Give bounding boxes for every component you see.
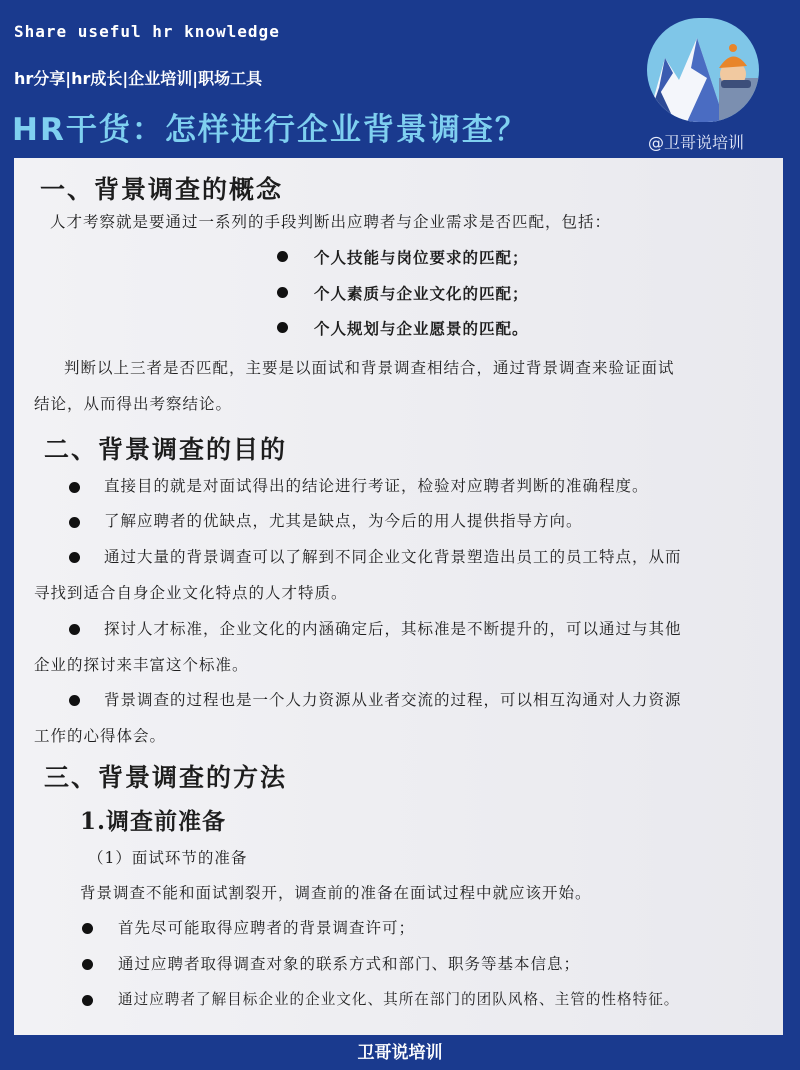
paragraph: 背景调查不能和面试割裂开，调查前的准备在面试过程中就应该开始。 <box>80 884 592 902</box>
list-item: 个人规划与企业愿景的匹配。 <box>314 319 529 338</box>
category-list: hr分享|hr成长|企业培训|职场工具 <box>14 69 263 88</box>
list-item: 个人技能与岗位要求的匹配； <box>314 248 529 267</box>
bullet-icon <box>69 517 80 528</box>
list-item: 直接目的就是对面试得出的结论进行考证，检验对应聘者判断的准确程度。 <box>104 477 649 495</box>
list-item-continued: 企业的探讨来丰富这个标准。 <box>34 656 249 674</box>
list-item: 个人素质与企业文化的匹配； <box>314 284 529 303</box>
header <box>0 0 800 160</box>
content-card <box>14 158 783 1035</box>
list-item: 通过应聘者取得调查对象的联系方式和部门、职务等基本信息； <box>118 955 581 973</box>
bullet-icon <box>69 695 80 706</box>
list-item: 背景调查的过程也是一个人力资源从业者交流的过程，可以相互沟通对人力资源 <box>104 691 682 709</box>
bullet-icon <box>69 552 80 563</box>
list-item: 通过大量的背景调查可以了解到不同企业文化背景塑造出员工的员工特点，从而 <box>104 548 682 566</box>
bullet-icon <box>277 251 288 262</box>
list-item: 了解应聘者的优缺点，尤其是缺点，为今后的用人提供指导方向。 <box>104 512 583 530</box>
bullet-icon <box>82 923 93 934</box>
list-item: 通过应聘者了解目标企业的企业文化、其所在部门的团队风格、主管的性格特征。 <box>118 991 680 1008</box>
bullet-icon <box>69 482 80 493</box>
paragraph: 判断以上三者是否匹配，主要是以面试和背景调查相结合，通过背景调查来验证面试 <box>64 359 675 377</box>
list-item: 首先尽可能取得应聘者的背景调查许可； <box>118 919 416 937</box>
page-title: HR干货：怎样进行企业背景调查？ <box>12 112 528 148</box>
sub-subsection-heading: （1）面试环节的准备 <box>88 849 248 867</box>
bullet-icon <box>277 322 288 333</box>
subsection-heading: 1.调查前准备 <box>80 808 227 835</box>
section-heading: 二、背景调查的目的 <box>44 435 288 464</box>
bullet-icon <box>82 959 93 970</box>
bullet-icon <box>82 995 93 1006</box>
list-item-continued: 寻找到适合自身企业文化特点的人才特质。 <box>34 584 348 602</box>
mountain-climber-illustration <box>647 18 759 122</box>
avatar <box>647 18 759 122</box>
tagline: Share useful hr knowledge <box>14 22 280 41</box>
list-item: 探讨人才标准，企业文化的内涵确定后，其标准是不断提升的，可以通过与其他 <box>104 620 682 638</box>
bullet-icon <box>69 624 80 635</box>
author-handle: @卫哥说培训 <box>648 133 745 152</box>
section-heading: 一、背景调查的概念 <box>40 175 284 204</box>
bullet-icon <box>277 287 288 298</box>
paragraph: 结论，从而得出考察结论。 <box>34 395 233 413</box>
section-heading: 三、背景调查的方法 <box>44 763 288 792</box>
paragraph: 人才考察就是要通过一系列的手段判断出应聘者与企业需求是否匹配，包括： <box>50 213 612 231</box>
list-item-continued: 工作的心得体会。 <box>34 727 167 745</box>
footer-brand: 卫哥说培训 <box>357 1043 443 1063</box>
